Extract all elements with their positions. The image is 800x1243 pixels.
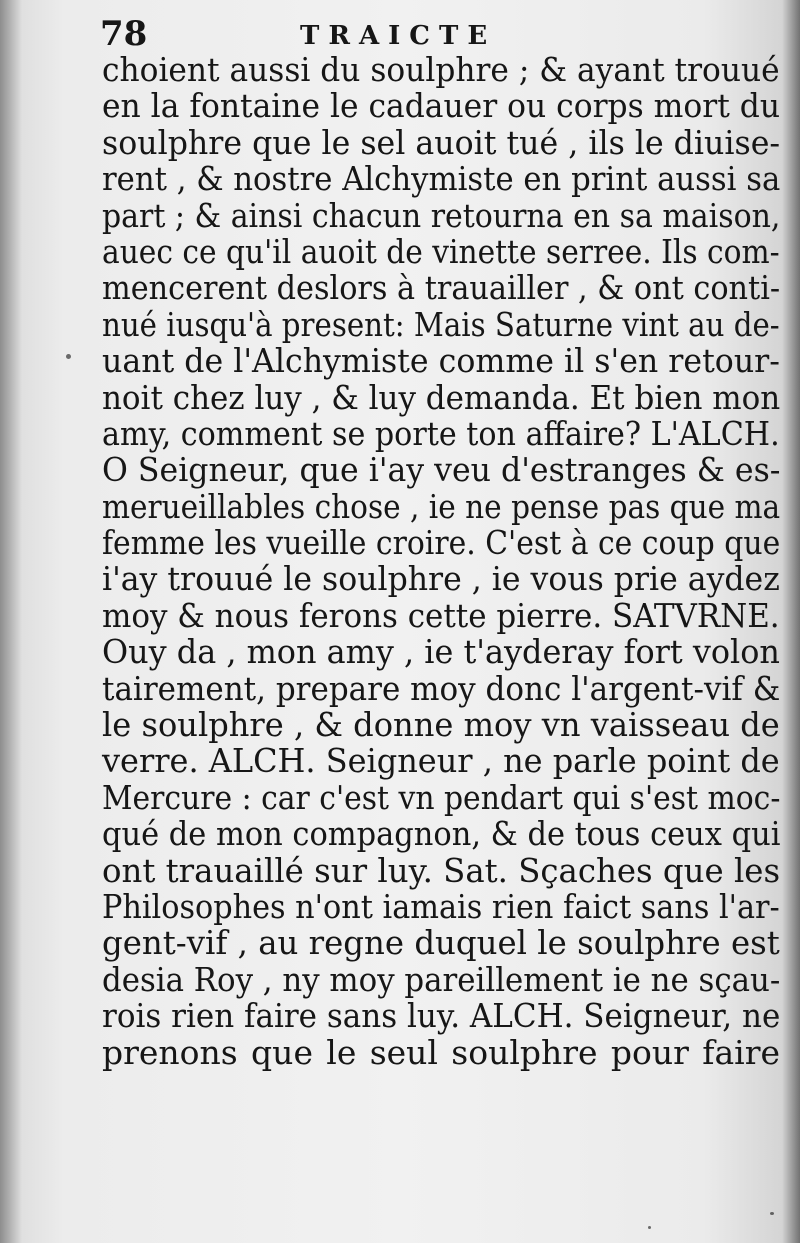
text-line: qué de mon compagnon, & de tous ceux qui: [102, 814, 781, 854]
text-line: amy, comment se porte ton affaire? L'ALCH.: [102, 413, 780, 453]
text-line: Philosophes n'ont iamais rien faict sans l'ar-: [102, 886, 780, 926]
ink-speck: [770, 1212, 774, 1215]
text-line: nué iusqu'à present: Mais Saturne vint au de-: [102, 304, 780, 344]
text-line: moy & nous ferons cette pierre. SATVRNE.: [102, 595, 780, 635]
text-line: part ; & ainsi chacun retourna en sa maison,: [102, 195, 781, 235]
text-line: i'ay trouué le soulphre , ie vous prie aydez: [102, 559, 780, 599]
running-title: TRAICTE: [300, 21, 497, 51]
page-number: 78: [100, 14, 148, 54]
text-line: verre. ALCH. Seigneur , ne parle point de: [102, 741, 780, 781]
text-line: le soulphre , & donne moy vn vaisseau de: [102, 705, 780, 745]
page-gutter-shadow: [0, 0, 22, 1243]
page-edge-shadow: [782, 0, 800, 1243]
body-text: [102, 52, 780, 1071]
text-line: noit chez luy , & luy demanda. Et bien mon: [102, 377, 781, 417]
text-line: prenons que le seul soulphre pour faire: [102, 1032, 780, 1072]
text-line: tairement, prepare moy donc l'argent-vif &: [102, 668, 781, 708]
text-line: desia Roy , ny moy pareillement ie ne sçau-: [102, 959, 781, 999]
text-line: Ouy da , mon amy , ie t'ayderay fort volon: [102, 632, 780, 672]
text-line: rois rien faire sans luy. ALCH. Seigneur, ne: [102, 996, 781, 1036]
text-line: gent-vif , au regne duquel le soulphre est: [102, 923, 780, 963]
text-line: en la fontaine le cadauer ou corps mort du: [102, 86, 781, 126]
text-line: O Seigneur, que i'ay veu d'estranges & es-: [102, 450, 781, 490]
text-line: rent , & nostre Alchymiste en print aussi sa: [102, 159, 781, 199]
text-line: mencerent deslors à trauailler , & ont conti-: [102, 268, 781, 308]
text-line: auec ce qu'il auoit de vinette serree. Ils com-: [102, 231, 780, 271]
ink-speck: [66, 354, 71, 359]
ink-speck: [648, 1226, 651, 1229]
text-line: Mercure : car c'est vn pendart qui s'est moc-: [102, 777, 781, 817]
text-line: soulphre que le sel auoit tué , ils le diuise-: [102, 122, 781, 162]
text-line: femme les vueille croire. C'est à ce coup que: [102, 523, 781, 563]
page-header: [100, 14, 740, 54]
text-line: merueillables chose , ie ne pense pas que ma: [102, 486, 781, 526]
text-line: ont trauaillé sur luy. Sat. Sçaches que les: [102, 850, 781, 890]
text-line: uant de l'Alchymiste comme il s'en retour-: [102, 341, 780, 381]
text-line: choient aussi du soulphre ; & ayant trouué: [102, 50, 780, 89]
